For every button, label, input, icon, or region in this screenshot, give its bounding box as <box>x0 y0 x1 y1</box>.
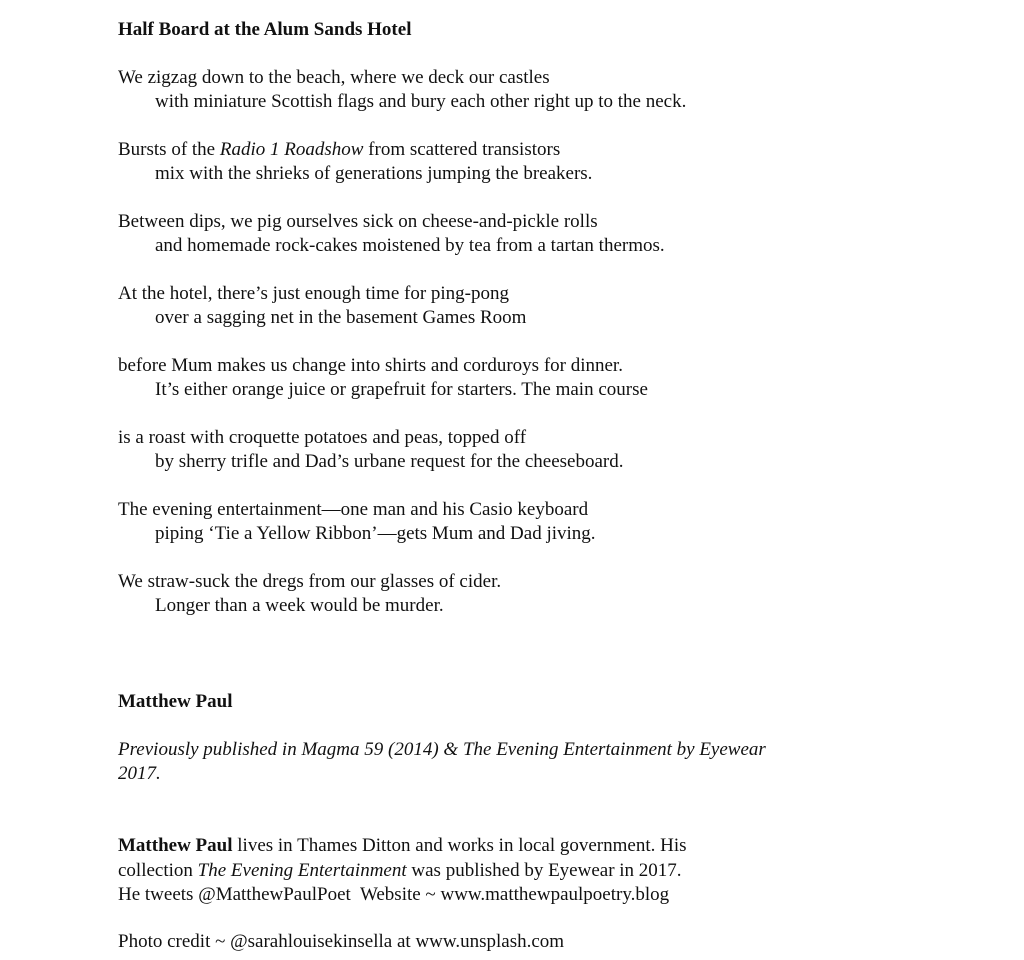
poem-line: over a sagging net in the basement Games Room <box>155 307 527 328</box>
photographer-handle[interactable]: @sarahlouisekinsella <box>230 931 393 952</box>
poem-text: Bursts of the <box>118 139 220 160</box>
poem-line: mix with the shrieks of generations jumping the breakers. <box>155 163 593 184</box>
book-title: The Evening Entertainment <box>197 859 407 881</box>
bio-row <box>118 834 768 859</box>
bio-row <box>118 883 768 908</box>
website-label: Website ~ <box>350 884 441 905</box>
poem-line: At the hotel, there’s just enough time for ping-pong <box>118 283 510 304</box>
poem-line: The evening entertainment—one man and his Casio keyboard <box>118 499 589 520</box>
publication-note: Previously published in Magma 59 (2014) & The Evening Entertainment by Eyewear 2017. <box>118 739 766 784</box>
bio-text: He tweets <box>118 884 199 905</box>
radio-show-title: Radio 1 Roadshow <box>219 139 364 160</box>
poem-line: It’s either orange juice or grapefruit for starters. The main course <box>155 379 648 400</box>
bio-text: was published by Eyewear in 2017. <box>406 859 682 881</box>
photo-credit <box>118 930 564 954</box>
website-link[interactable]: www.matthewpaulpoetry.blog <box>440 884 670 905</box>
credit-label: Photo credit ~ <box>118 931 231 952</box>
poem-line <box>118 138 560 162</box>
bio-text: collection <box>118 859 198 881</box>
poem-line: Longer than a week would be murder. <box>155 595 444 616</box>
twitter-handle[interactable]: @MatthewPaulPoet <box>198 884 351 905</box>
poem-line: by sherry trifle and Dad’s urbane request for the cheeseboard. <box>155 451 624 472</box>
bio-text: lives in Thames Ditton and works in local government. His <box>232 835 687 856</box>
poem-line: We straw-suck the dregs from our glasses of cider. <box>118 571 502 592</box>
credit-text: at <box>392 931 416 952</box>
bio-author-name: Matthew Paul <box>118 835 233 856</box>
poem-line: Between dips, we pig ourselves sick on cheese-and-pickle rolls <box>118 211 598 232</box>
poem-line: with miniature Scottish flags and bury each other right up to the neck. <box>155 91 687 112</box>
poem-line: and homemade rock-cakes moistened by tea from a tartan thermos. <box>155 235 665 256</box>
poem-line: is a roast with croquette potatoes and peas, topped off <box>118 427 527 448</box>
poem-title: Half Board at the Alum Sands Hotel <box>118 19 412 40</box>
bio-row <box>118 859 768 884</box>
poem-line: piping ‘Tie a Yellow Ribbon’—gets Mum and Dad jiving. <box>155 523 596 544</box>
poem-line: We zigzag down to the beach, where we deck our castles <box>118 67 550 88</box>
poem-line: before Mum makes us change into shirts and corduroys for dinner. <box>118 355 623 376</box>
unsplash-link[interactable]: www.unsplash.com <box>415 931 565 952</box>
author-bio <box>118 834 768 908</box>
poem-text: from scattered transistors <box>363 139 561 160</box>
author-name: Matthew Paul <box>118 691 233 712</box>
